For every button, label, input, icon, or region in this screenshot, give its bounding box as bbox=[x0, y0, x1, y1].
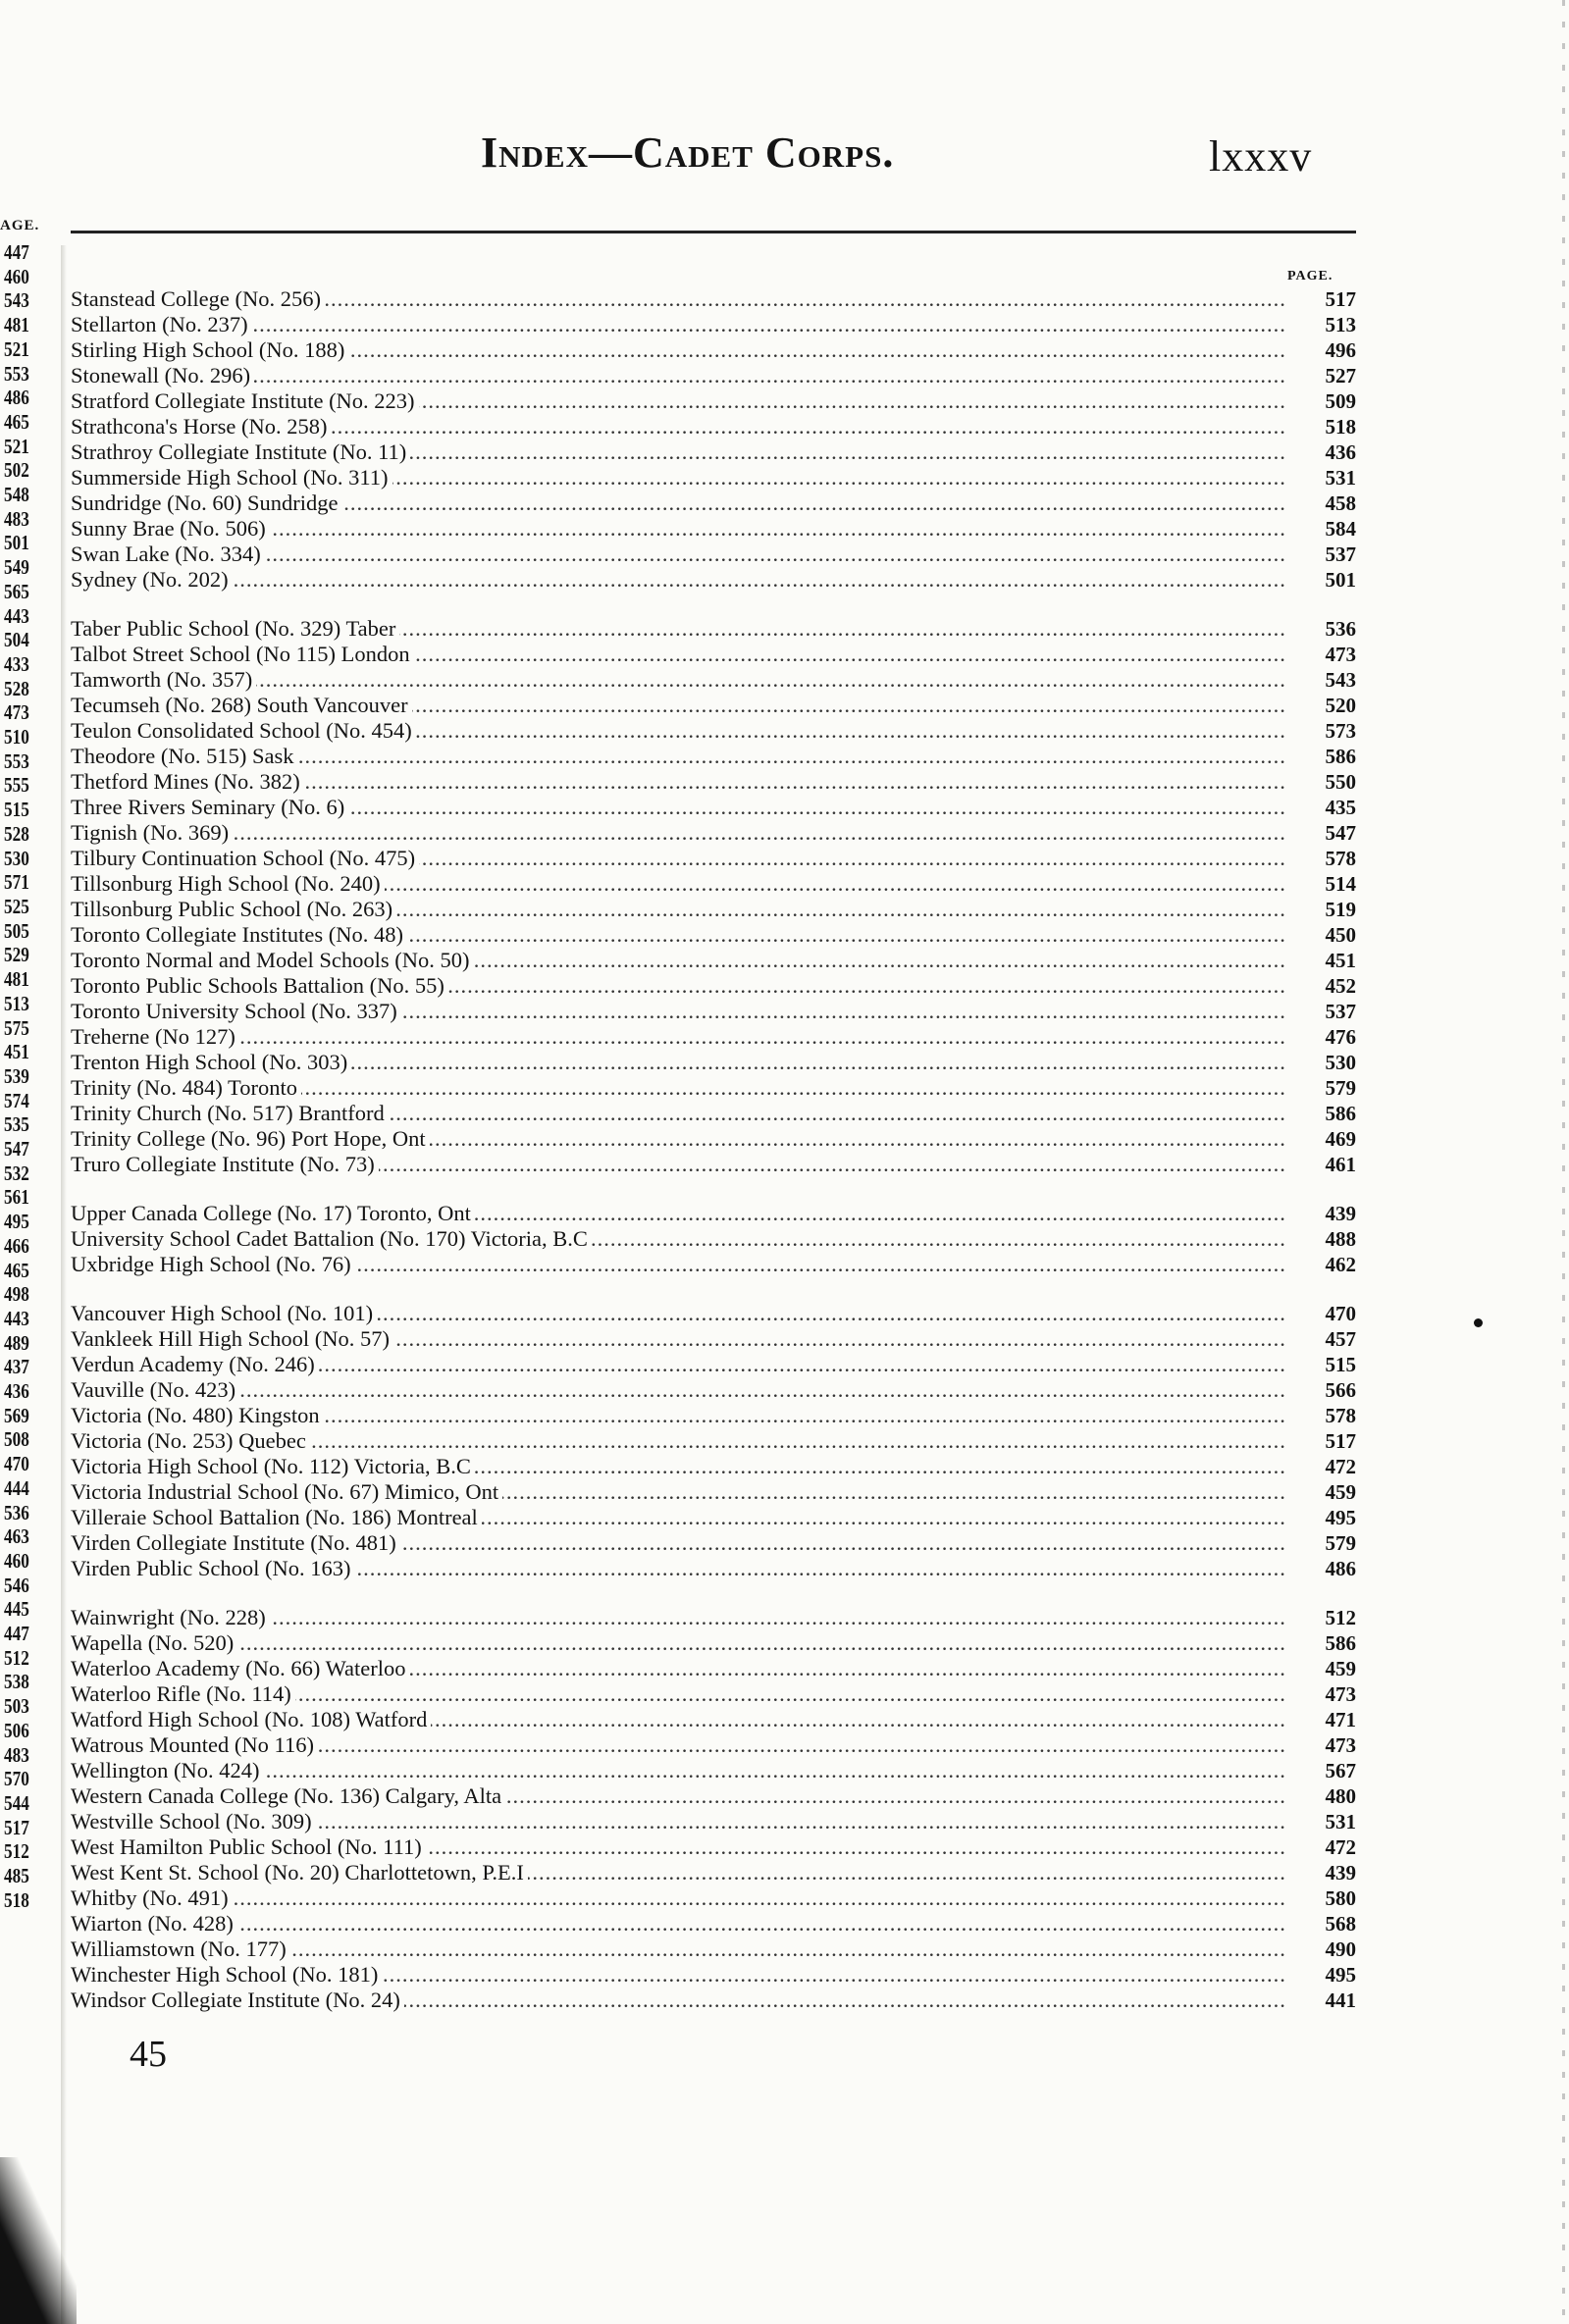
index-entry bbox=[71, 1226, 1356, 1252]
index-entry bbox=[71, 616, 1356, 642]
previous-page-number: 539 bbox=[4, 1063, 29, 1088]
previous-page-number: 483 bbox=[4, 1742, 29, 1767]
index-entry bbox=[71, 1050, 1356, 1075]
previous-page-number: 489 bbox=[4, 1330, 29, 1355]
index-entry bbox=[71, 1707, 1356, 1732]
index-entry bbox=[71, 286, 1356, 312]
index-entry bbox=[71, 491, 1356, 516]
entry-name: Vancouver High School (No. 101) bbox=[71, 1301, 377, 1325]
entry-page: 530 bbox=[1305, 1050, 1356, 1075]
index-entry bbox=[71, 1454, 1356, 1479]
previous-page-number: 460 bbox=[4, 264, 29, 288]
index-entry bbox=[71, 1834, 1356, 1860]
entry-page: 537 bbox=[1305, 999, 1356, 1024]
entry-name: Taber Public School (No. 329) Taber bbox=[71, 616, 399, 641]
index-entry bbox=[71, 820, 1356, 846]
entry-page: 586 bbox=[1305, 1101, 1356, 1126]
entry-name: Sunny Brae (No. 506) bbox=[71, 516, 270, 541]
entry-page: 469 bbox=[1305, 1126, 1356, 1152]
entry-page: 452 bbox=[1305, 973, 1356, 999]
index-entry bbox=[71, 1885, 1356, 1911]
index-entry bbox=[71, 922, 1356, 948]
entry-name: Stellarton (No. 237) bbox=[71, 312, 252, 336]
index-entry bbox=[71, 897, 1356, 922]
entry-page: 439 bbox=[1305, 1201, 1356, 1226]
index-entry bbox=[71, 337, 1356, 363]
index-entry bbox=[71, 516, 1356, 542]
previous-page-column-header: AGE. bbox=[0, 218, 40, 233]
previous-page-number: 443 bbox=[4, 603, 29, 628]
previous-page-number: 525 bbox=[4, 894, 29, 918]
entry-name: Windsor Collegiate Institute (No. 24) bbox=[71, 1988, 404, 2012]
index-entry bbox=[71, 542, 1356, 567]
index-entry bbox=[71, 1732, 1356, 1758]
entry-page: 462 bbox=[1305, 1252, 1356, 1277]
entry-page: 486 bbox=[1305, 1556, 1356, 1581]
previous-page-number: 513 bbox=[4, 991, 29, 1015]
group-spacer bbox=[71, 593, 1356, 616]
entry-page: 496 bbox=[1305, 337, 1356, 363]
entry-page: 578 bbox=[1305, 846, 1356, 871]
entry-page: 517 bbox=[1305, 286, 1356, 312]
index-entry bbox=[71, 1988, 1356, 2013]
page-edge-scan-artifact bbox=[1562, 0, 1565, 2324]
entry-name: Waterloo Academy (No. 66) Waterloo bbox=[71, 1656, 409, 1680]
dot-leader bbox=[71, 1630, 1287, 1656]
entry-name: Westville School (No. 309) bbox=[71, 1809, 316, 1833]
previous-page-number: 436 bbox=[4, 1379, 29, 1404]
entry-page: 473 bbox=[1305, 1732, 1356, 1758]
entry-name: Tilbury Continuation School (No. 475) bbox=[71, 846, 419, 870]
entry-page: 436 bbox=[1305, 439, 1356, 465]
entry-page: 519 bbox=[1305, 897, 1356, 922]
dot-leader bbox=[71, 1024, 1287, 1050]
previous-page-number: 521 bbox=[4, 336, 29, 361]
previous-page-number: 501 bbox=[4, 531, 29, 555]
page-number-roman: lxxxv bbox=[1209, 132, 1313, 181]
entry-name: Tamworth (No. 357) bbox=[71, 667, 256, 692]
index-entry bbox=[71, 1126, 1356, 1152]
entry-page: 520 bbox=[1305, 693, 1356, 718]
previous-page-number: 575 bbox=[4, 1015, 29, 1040]
index-entry bbox=[71, 973, 1356, 999]
entry-page: 472 bbox=[1305, 1834, 1356, 1860]
group-spacer bbox=[71, 1581, 1356, 1605]
entry-page: 441 bbox=[1305, 1988, 1356, 2013]
previous-page-number: 538 bbox=[4, 1670, 29, 1694]
entry-page: 451 bbox=[1305, 948, 1356, 973]
previous-page-number: 486 bbox=[4, 386, 29, 410]
entry-page: 512 bbox=[1305, 1605, 1356, 1630]
previous-page-numbers-column bbox=[4, 240, 49, 1913]
previous-page-number: 443 bbox=[4, 1306, 29, 1330]
previous-page-number: 503 bbox=[4, 1694, 29, 1719]
previous-page-number: 481 bbox=[4, 967, 29, 992]
index-entry bbox=[71, 1479, 1356, 1505]
entry-name: Sydney (No. 202) bbox=[71, 567, 233, 592]
index-entry bbox=[71, 1326, 1356, 1352]
entry-page: 471 bbox=[1305, 1707, 1356, 1732]
index-entry bbox=[71, 1681, 1356, 1707]
index-entry bbox=[71, 414, 1356, 439]
previous-page-number: 460 bbox=[4, 1548, 29, 1573]
entry-name: Wellington (No. 424) bbox=[71, 1758, 264, 1782]
entry-page: 480 bbox=[1305, 1783, 1356, 1809]
entry-page: 514 bbox=[1305, 871, 1356, 897]
entry-name: Treherne (No 127) bbox=[71, 1024, 239, 1049]
entry-name: Virden Public School (No. 163) bbox=[71, 1556, 355, 1580]
previous-page-number: 553 bbox=[4, 749, 29, 773]
index-entry bbox=[71, 1911, 1356, 1937]
entry-name: Whitby (No. 491) bbox=[71, 1885, 233, 1910]
index-entry bbox=[71, 1201, 1356, 1226]
entry-page: 586 bbox=[1305, 744, 1356, 769]
previous-page-number: 502 bbox=[4, 458, 29, 483]
entry-page: 573 bbox=[1305, 718, 1356, 744]
entry-page: 580 bbox=[1305, 1885, 1356, 1911]
ink-dot bbox=[1474, 1318, 1483, 1327]
entry-name: Victoria (No. 253) Quebec bbox=[71, 1428, 310, 1453]
index-entry bbox=[71, 1428, 1356, 1454]
page-column-header: PAGE. bbox=[1287, 269, 1334, 284]
entry-name: University School Cadet Battalion (No. 170) Victoria, B.C bbox=[71, 1226, 592, 1251]
entry-name: Sundridge (No. 60) Sundridge bbox=[71, 491, 341, 515]
entry-name: Teulon Consolidated School (No. 454) bbox=[71, 718, 416, 743]
index-entry bbox=[71, 1530, 1356, 1556]
entry-page: 515 bbox=[1305, 1352, 1356, 1377]
previous-page-number: 508 bbox=[4, 1427, 29, 1452]
entry-page: 457 bbox=[1305, 1326, 1356, 1352]
entry-page: 543 bbox=[1305, 667, 1356, 693]
previous-page-number: 549 bbox=[4, 555, 29, 580]
entry-page: 495 bbox=[1305, 1505, 1356, 1530]
entry-name: Trenton High School (No. 303) bbox=[71, 1050, 351, 1074]
entry-name: West Kent St. School (No. 20) Charlottetown, P.E.I bbox=[71, 1860, 528, 1885]
entry-name: Summerside High School (No. 311) bbox=[71, 465, 392, 490]
previous-page-number: 481 bbox=[4, 313, 29, 337]
previous-page-number: 528 bbox=[4, 821, 29, 846]
index-entry bbox=[71, 1377, 1356, 1403]
entry-page: 578 bbox=[1305, 1403, 1356, 1428]
previous-page-number: 528 bbox=[4, 676, 29, 700]
index-entry bbox=[71, 795, 1356, 820]
entry-page: 513 bbox=[1305, 312, 1356, 337]
index-entry bbox=[71, 567, 1356, 593]
dot-leader bbox=[71, 1911, 1287, 1937]
index-entry bbox=[71, 948, 1356, 973]
binding-edge-mark bbox=[0, 2157, 77, 2324]
entry-page: 470 bbox=[1305, 1301, 1356, 1326]
index-entry bbox=[71, 1937, 1356, 1962]
header-rule bbox=[71, 231, 1356, 233]
previous-page-number: 495 bbox=[4, 1210, 29, 1234]
previous-page-number: 433 bbox=[4, 651, 29, 676]
index-entry bbox=[71, 718, 1356, 744]
entry-page: 509 bbox=[1305, 388, 1356, 414]
entry-name: Toronto Normal and Model Schools (No. 50) bbox=[71, 948, 474, 972]
index-entry bbox=[71, 1101, 1356, 1126]
index-entry bbox=[71, 642, 1356, 667]
previous-page-number: 517 bbox=[4, 1815, 29, 1839]
previous-page-number: 465 bbox=[4, 1258, 29, 1282]
dot-leader bbox=[71, 1885, 1287, 1911]
entry-name: Waterloo Rifle (No. 114) bbox=[71, 1681, 295, 1706]
entry-name: Toronto University School (No. 337) bbox=[71, 999, 401, 1023]
entry-page: 527 bbox=[1305, 363, 1356, 388]
dot-leader bbox=[71, 820, 1287, 846]
entry-page: 517 bbox=[1305, 1428, 1356, 1454]
previous-page-number: 544 bbox=[4, 1791, 29, 1815]
entry-page: 490 bbox=[1305, 1937, 1356, 1962]
previous-page-number: 483 bbox=[4, 506, 29, 531]
previous-page-number: 463 bbox=[4, 1524, 29, 1549]
previous-page-number: 447 bbox=[4, 240, 29, 264]
dot-leader bbox=[71, 1377, 1287, 1403]
previous-page-number: 569 bbox=[4, 1403, 29, 1427]
index-entries bbox=[71, 286, 1356, 2013]
entry-name: Verdun Academy (No. 246) bbox=[71, 1352, 319, 1376]
previous-page-number: 506 bbox=[4, 1718, 29, 1742]
entry-page: 566 bbox=[1305, 1377, 1356, 1403]
index-entry bbox=[71, 1301, 1356, 1326]
index-entry bbox=[71, 1252, 1356, 1277]
page-title: Index—Cadet Corps. bbox=[481, 129, 895, 177]
entry-name: Stirling High School (No. 188) bbox=[71, 337, 348, 362]
previous-page-number: 504 bbox=[4, 628, 29, 652]
previous-page-number: 465 bbox=[4, 409, 29, 434]
entry-name: Swan Lake (No. 334) bbox=[71, 542, 265, 566]
entry-name: Trinity (No. 484) Toronto bbox=[71, 1075, 301, 1100]
index-entry bbox=[71, 1075, 1356, 1101]
entry-name: Upper Canada College (No. 17) Toronto, Ont bbox=[71, 1201, 475, 1225]
entry-name: Toronto Collegiate Institutes (No. 48) bbox=[71, 922, 407, 947]
entry-name: Strathcona's Horse (No. 258) bbox=[71, 414, 332, 439]
previous-page-number: 437 bbox=[4, 1355, 29, 1379]
entry-page: 459 bbox=[1305, 1656, 1356, 1681]
entry-name: Victoria Industrial School (No. 67) Mimico, Ont bbox=[71, 1479, 502, 1504]
index-entry bbox=[71, 1024, 1356, 1050]
previous-page-number: 570 bbox=[4, 1767, 29, 1791]
index-entry bbox=[71, 1152, 1356, 1177]
previous-page-number: 553 bbox=[4, 361, 29, 386]
entry-name: Western Canada College (No. 136) Calgary, Alta bbox=[71, 1783, 505, 1808]
entry-name: Strathroy Collegiate Institute (No. 11) bbox=[71, 439, 410, 464]
entry-page: 584 bbox=[1305, 516, 1356, 542]
entry-name: Wiarton (No. 428) bbox=[71, 1911, 237, 1936]
index-entry bbox=[71, 1758, 1356, 1783]
index-entry bbox=[71, 465, 1356, 491]
entry-page: 501 bbox=[1305, 567, 1356, 593]
entry-page: 567 bbox=[1305, 1758, 1356, 1783]
index-entry bbox=[71, 388, 1356, 414]
index-entry bbox=[71, 1962, 1356, 1988]
entry-name: Theodore (No. 515) Sask bbox=[71, 744, 297, 768]
previous-page-number: 532 bbox=[4, 1161, 29, 1185]
entry-name: Tignish (No. 369) bbox=[71, 820, 233, 845]
entry-page: 531 bbox=[1305, 465, 1356, 491]
entry-page: 568 bbox=[1305, 1911, 1356, 1937]
previous-page-number: 555 bbox=[4, 773, 29, 798]
entry-name: Winchester High School (No. 181) bbox=[71, 1962, 382, 1987]
index-entry bbox=[71, 1403, 1356, 1428]
previous-page-number: 529 bbox=[4, 943, 29, 967]
entry-page: 586 bbox=[1305, 1630, 1356, 1656]
previous-page-number: 512 bbox=[4, 1645, 29, 1670]
index-entry bbox=[71, 312, 1356, 337]
previous-page-number: 512 bbox=[4, 1839, 29, 1864]
previous-page-number: 445 bbox=[4, 1597, 29, 1622]
entry-page: 495 bbox=[1305, 1962, 1356, 1988]
binding-gutter-shadow bbox=[61, 245, 67, 2324]
index-entry bbox=[71, 871, 1356, 897]
entry-name: Thetford Mines (No. 382) bbox=[71, 769, 304, 794]
index-entry bbox=[71, 999, 1356, 1024]
entry-name: Watford High School (No. 108) Watford bbox=[71, 1707, 431, 1731]
entry-name: Uxbridge High School (No. 76) bbox=[71, 1252, 355, 1276]
index-entry bbox=[71, 1860, 1356, 1885]
entry-name: Villeraie School Battalion (No. 186) Montreal bbox=[71, 1505, 482, 1529]
index-entry bbox=[71, 846, 1356, 871]
index-entry bbox=[71, 744, 1356, 769]
entry-name: Toronto Public Schools Battalion (No. 55) bbox=[71, 973, 448, 998]
index-entry bbox=[71, 1556, 1356, 1581]
index-entry bbox=[71, 1783, 1356, 1809]
previous-page-number: 535 bbox=[4, 1112, 29, 1137]
entry-name: Wainwright (No. 228) bbox=[71, 1605, 270, 1629]
index-entry bbox=[71, 1505, 1356, 1530]
entry-page: 488 bbox=[1305, 1226, 1356, 1252]
entry-page: 536 bbox=[1305, 616, 1356, 642]
previous-page-number: 473 bbox=[4, 700, 29, 725]
entry-name: Talbot Street School (No 115) London bbox=[71, 642, 414, 666]
entry-page: 459 bbox=[1305, 1479, 1356, 1505]
entry-name: West Hamilton Public School (No. 111) bbox=[71, 1834, 426, 1859]
previous-page-number: 536 bbox=[4, 1500, 29, 1524]
previous-page-number: 466 bbox=[4, 1233, 29, 1258]
entry-name: Watrous Mounted (No 116) bbox=[71, 1732, 318, 1757]
previous-page-number: 515 bbox=[4, 798, 29, 822]
previous-page-number: 451 bbox=[4, 1040, 29, 1064]
entry-page: 531 bbox=[1305, 1809, 1356, 1834]
previous-page-number: 561 bbox=[4, 1185, 29, 1210]
index-entry bbox=[71, 769, 1356, 795]
previous-page-number: 543 bbox=[4, 288, 29, 313]
entry-page: 550 bbox=[1305, 769, 1356, 795]
signature-mark: 45 bbox=[130, 2034, 167, 2075]
entry-page: 435 bbox=[1305, 795, 1356, 820]
group-spacer bbox=[71, 1177, 1356, 1201]
index-entry bbox=[71, 1656, 1356, 1681]
previous-page-number: 470 bbox=[4, 1452, 29, 1476]
entry-name: Victoria (No. 480) Kingston bbox=[71, 1403, 324, 1427]
entry-page: 458 bbox=[1305, 491, 1356, 516]
entry-name: Three Rivers Seminary (No. 6) bbox=[71, 795, 348, 819]
index-entry bbox=[71, 1809, 1356, 1834]
index-entry bbox=[71, 693, 1356, 718]
previous-page-number: 447 bbox=[4, 1622, 29, 1646]
group-spacer bbox=[71, 1277, 1356, 1301]
entry-page: 518 bbox=[1305, 414, 1356, 439]
entry-page: 473 bbox=[1305, 642, 1356, 667]
entry-name: Victoria High School (No. 112) Victoria, B.C bbox=[71, 1454, 475, 1478]
entry-page: 579 bbox=[1305, 1075, 1356, 1101]
entry-name: Vankleek Hill High School (No. 57) bbox=[71, 1326, 393, 1351]
entry-name: Trinity Church (No. 517) Brantford bbox=[71, 1101, 389, 1125]
entry-page: 473 bbox=[1305, 1681, 1356, 1707]
previous-page-number: 510 bbox=[4, 725, 29, 749]
index-entry bbox=[71, 363, 1356, 388]
previous-page-number: 498 bbox=[4, 1282, 29, 1307]
entry-page: 439 bbox=[1305, 1860, 1356, 1885]
entry-page: 472 bbox=[1305, 1454, 1356, 1479]
previous-page-number: 574 bbox=[4, 1088, 29, 1112]
previous-page-number: 505 bbox=[4, 918, 29, 943]
entry-name: Tecumseh (No. 268) South Vancouver bbox=[71, 693, 412, 717]
entry-name: Stanstead College (No. 256) bbox=[71, 286, 325, 311]
entry-name: Tillsonburg High School (No. 240) bbox=[71, 871, 385, 896]
entry-page: 537 bbox=[1305, 542, 1356, 567]
entry-page: 579 bbox=[1305, 1530, 1356, 1556]
previous-page-number: 546 bbox=[4, 1573, 29, 1597]
previous-page-number: 571 bbox=[4, 870, 29, 895]
previous-page-number: 444 bbox=[4, 1475, 29, 1500]
entry-name: Vauville (No. 423) bbox=[71, 1377, 239, 1402]
entry-page: 450 bbox=[1305, 922, 1356, 948]
previous-page-number: 518 bbox=[4, 1887, 29, 1912]
entry-name: Tillsonburg Public School (No. 263) bbox=[71, 897, 396, 921]
index-entry bbox=[71, 439, 1356, 465]
previous-page-number: 485 bbox=[4, 1864, 29, 1888]
dot-leader bbox=[71, 312, 1287, 337]
index-entry bbox=[71, 667, 1356, 693]
entry-name: Wapella (No. 520) bbox=[71, 1630, 237, 1655]
index-entry bbox=[71, 1352, 1356, 1377]
entry-name: Stonewall (No. 296) bbox=[71, 363, 254, 387]
entry-name: Trinity College (No. 96) Port Hope, Ont bbox=[71, 1126, 430, 1151]
entry-page: 476 bbox=[1305, 1024, 1356, 1050]
entry-page: 547 bbox=[1305, 820, 1356, 846]
previous-page-number: 547 bbox=[4, 1137, 29, 1162]
entry-name: Virden Collegiate Institute (No. 481) bbox=[71, 1530, 400, 1555]
previous-page-number: 530 bbox=[4, 846, 29, 870]
dot-leader bbox=[71, 567, 1287, 593]
entry-name: Williamstown (No. 177) bbox=[71, 1937, 290, 1961]
entry-name: Stratford Collegiate Institute (No. 223) bbox=[71, 388, 419, 413]
entry-name: Truro Collegiate Institute (No. 73) bbox=[71, 1152, 379, 1176]
previous-page-number: 521 bbox=[4, 434, 29, 458]
previous-page-number: 548 bbox=[4, 483, 29, 507]
index-entry bbox=[71, 1605, 1356, 1630]
previous-page-number: 565 bbox=[4, 579, 29, 603]
index-entry bbox=[71, 1630, 1356, 1656]
entry-page: 461 bbox=[1305, 1152, 1356, 1177]
